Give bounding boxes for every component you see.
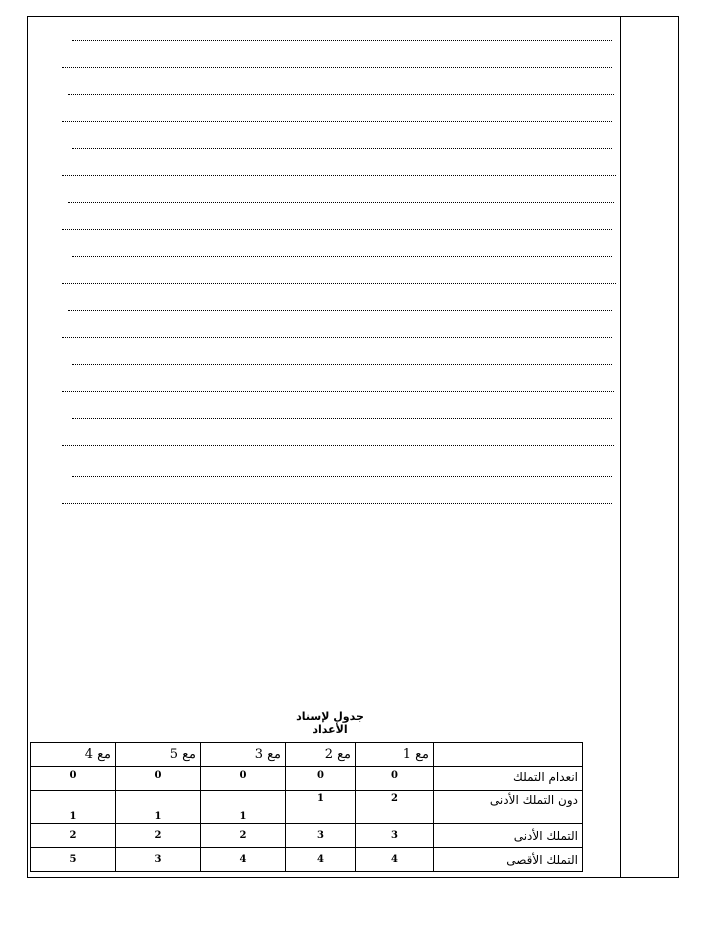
score-cell: 0	[356, 767, 434, 791]
grade-table	[30, 742, 583, 872]
answer-line	[68, 94, 614, 95]
table-header-row	[31, 743, 583, 767]
header-cell: مع 1	[356, 743, 434, 767]
answer-line	[62, 121, 612, 122]
score-cell: 5	[31, 848, 116, 872]
score-cell: 2	[116, 824, 201, 848]
answer-line	[68, 202, 614, 203]
score-cell: 0	[286, 767, 356, 791]
row-label: التملك الأدنى	[434, 824, 583, 848]
header-cell: مع 4	[31, 743, 116, 767]
score-cell: 0	[116, 767, 201, 791]
score-cell: 0	[201, 767, 286, 791]
score-cell: 1	[286, 791, 356, 824]
answer-line	[72, 256, 612, 257]
score-cell: 3	[116, 848, 201, 872]
answer-line	[68, 310, 612, 311]
score-cell: 2	[31, 824, 116, 848]
answer-line	[62, 391, 614, 392]
score-cell: 2	[201, 824, 286, 848]
table-row	[31, 767, 583, 791]
answer-line	[72, 364, 612, 365]
header-cell: مع 5	[116, 743, 201, 767]
answer-line	[72, 476, 612, 477]
score-cell: 1	[116, 791, 201, 824]
score-cell: 4	[201, 848, 286, 872]
table-row	[31, 824, 583, 848]
header-cell: مع 2	[286, 743, 356, 767]
row-label: دون التملك الأدنى	[434, 791, 583, 824]
answer-line	[62, 229, 612, 230]
score-cell: 3	[356, 824, 434, 848]
answer-line	[62, 503, 612, 504]
grade-table-title: جدول لإسناد الأعداد	[296, 710, 364, 736]
score-cell: 4	[356, 848, 434, 872]
row-label: انعدام التملك	[434, 767, 583, 791]
answer-line	[62, 175, 616, 176]
answer-line	[72, 418, 612, 419]
answer-line	[62, 445, 614, 446]
answer-line	[62, 67, 612, 68]
answer-line	[62, 337, 612, 338]
answer-line	[62, 283, 616, 284]
score-cell: 1	[31, 791, 116, 824]
score-cell: 0	[31, 767, 116, 791]
header-cell: مع 3	[201, 743, 286, 767]
row-label: التملك الأقصى	[434, 848, 583, 872]
score-cell: 1	[201, 791, 286, 824]
score-cell: 2	[356, 791, 434, 824]
score-cell: 3	[286, 824, 356, 848]
score-cell: 4	[286, 848, 356, 872]
table-row	[31, 848, 583, 872]
answer-line	[72, 40, 612, 41]
answer-line	[72, 148, 612, 149]
table-row	[31, 791, 583, 824]
header-cell-empty	[434, 743, 583, 767]
margin-column-divider	[620, 16, 621, 878]
